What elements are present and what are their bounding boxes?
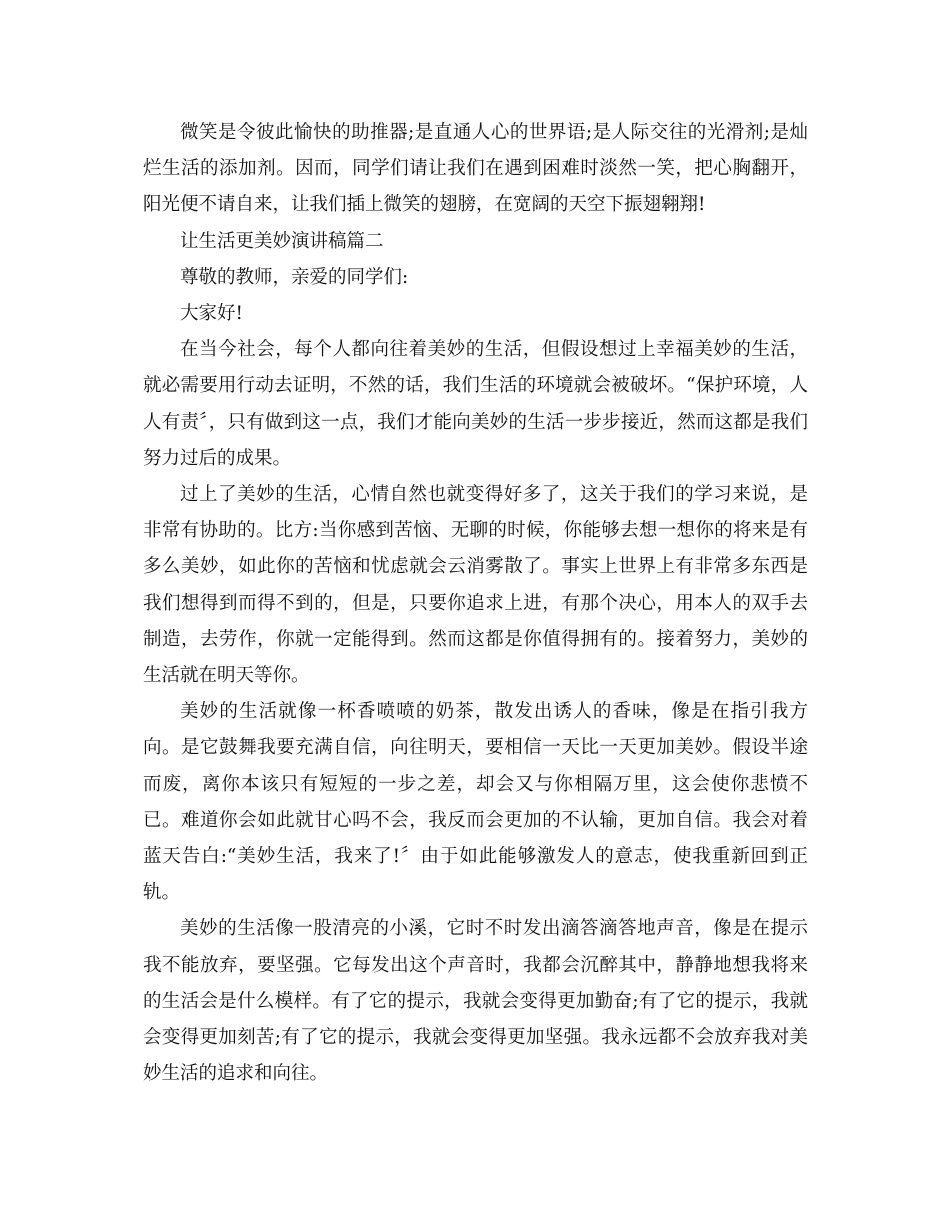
greeting: 大家好! [180, 303, 243, 325]
paragraph-good-life-mood: 过上了美妙的生活，心情自然也就变得好多了，这关于我们的学习来说，是非常有协助的。比方:当你感到苦恼、无聊的时候，你能够去想一想你的将来是有多么美妙，如此你的苦恼和忧虑就会云消雾散了。事实上世界上有非常多东西是我们想得到而得不到的，但是，只要你追求上进，有那个决心，用本人的双手去制造，去劳作，你就一定能得到。然而这都是你值得拥有的。接着努力，美妙的生活就在明天等你。 [143, 484, 808, 687]
document-body [143, 115, 808, 1092]
paragraph-stream: 美妙的生活像一股清亮的小溪，它时不时发出滴答滴答地声音，像是在提示我不能放弃，要坚强。它每发出这个声音时，我都会沉醉其中，静静地想我将来的生活会是什么模样。有了它的提示，我就会变得更加勤奋;有了它的提示，我就会变得更加刻苦;有了它的提示，我就会变得更加坚强。我永远都不会放弃我对美妙生活的追求和向往。 [143, 918, 808, 1085]
paragraph-environment: 在当今社会，每个人都向往着美妙的生活，但假设想过上幸福美妙的生活，就必需要用行动去证明，不然的话，我们生活的环境就会被破坏。“保护环境，人人有责〞，只有做到这一点，我们才能向美妙的生活一步步接近，然而这都是我们努力过后的成果。 [143, 339, 808, 469]
salutation: 尊敬的教师，亲爱的同学们: [180, 266, 409, 288]
paragraph-milk-tea: 美妙的生活就像一杯香喷喷的奶茶，散发出诱人的香味，像是在指引我方向。是它鼓舞我要充满自信，向往明天，要相信一天比一天更加美妙。假设半途而废，离你本该只有短短的一步之差，却会又与你相隔万里，这会使你悲愤不已。难道你会如此就甘心吗不会，我反而会更加的不认输，更加自信。我会对着蓝天告白:“美妙生活，我来了!〞由于如此能够激发人的意志，使我重新回到正轨。 [143, 701, 808, 904]
speech-title: 让生活更美妙演讲稿篇二 [180, 230, 384, 252]
paragraph-smile-conclusion: 微笑是令彼此愉快的助推器;是直通人心的世界语;是人际交往的光滑剂;是灿烂生活的添加剂。因而，同学们请让我们在遇到困难时淡然一笑，把心胸翻开，阳光便不请自来，让我们插上微笑的翅膀，在宽阔的天空下振翅翱翔! [143, 122, 808, 216]
